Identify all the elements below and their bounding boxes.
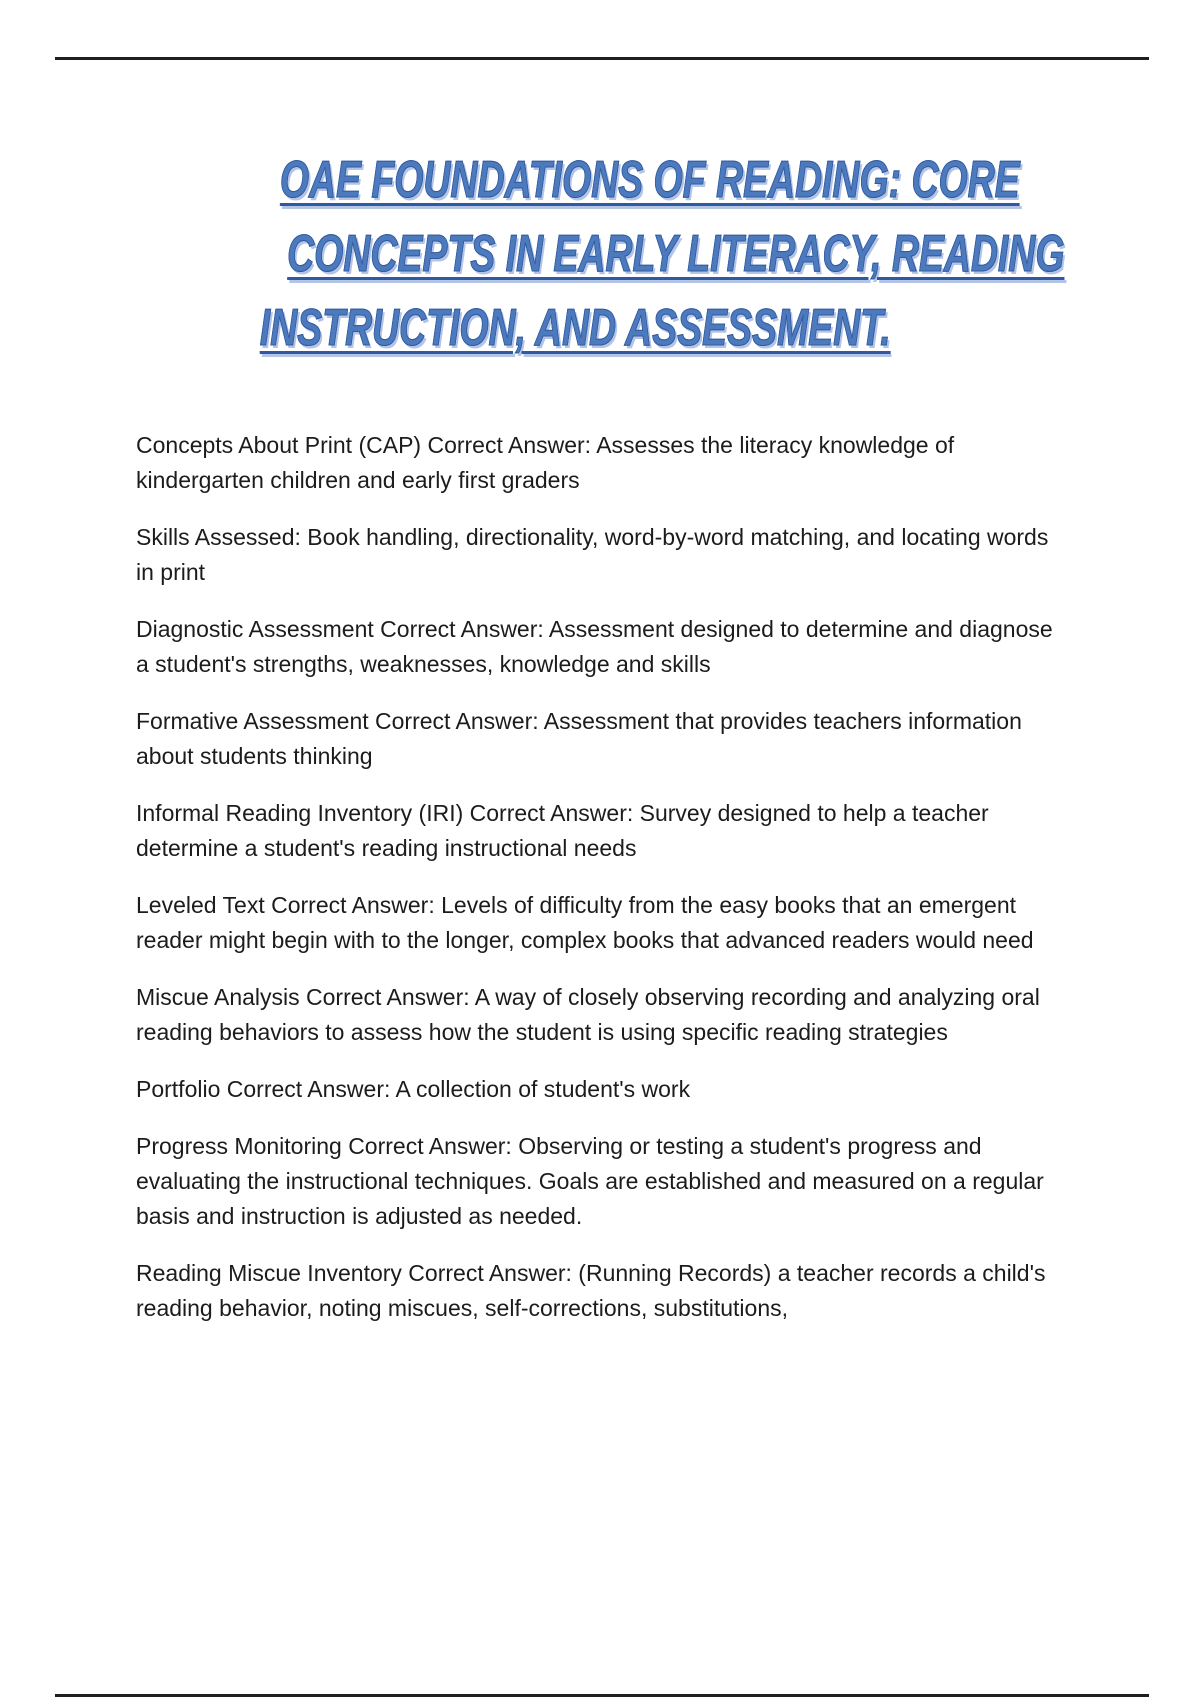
paragraph-miscue-analysis: Miscue Analysis Correct Answer: A way of closely observing recording and analyzing oral reading behaviors to assess how the student is using specific reading strategies	[136, 984, 1040, 1045]
top-horizontal-rule	[55, 57, 1149, 60]
paragraph-skills-assessed: Skills Assessed: Book handling, directionality, word-by-word matching, and locating words in print	[136, 524, 1049, 585]
document-title-line-text: INSTRUCTION, AND ASSESSMENT.	[260, 299, 891, 357]
document-title-line-text: OAE FOUNDATIONS OF READING: CORE	[279, 151, 1020, 209]
paragraph-diagnostic-assessment: Diagnostic Assessment Correct Answer: Assessment designed to determine and diagnose a student's strengths, weaknesses, knowledge and skills	[136, 616, 1053, 677]
paragraph-reading-miscue-inventory: Reading Miscue Inventory Correct Answer: (Running Records) a teacher records a child's reading behavior, noting miscues, self-corrections, substitutions,	[136, 1260, 1046, 1321]
paragraph-concepts-about-print: Concepts About Print (CAP) Correct Answer: Assesses the literacy knowledge of kindergarten children and early first graders	[136, 432, 955, 493]
document-title-line-text: CONCEPTS IN EARLY LITERACY, READING	[287, 225, 1065, 283]
document-body	[136, 428, 1066, 1348]
paragraph-progress-monitoring: Progress Monitoring Correct Answer: Observing or testing a student's progress and evaluating the instructional techniques. Goals are established and measured on a regular basis and instruction is adjusted as needed.	[136, 1133, 1044, 1229]
document-title-line	[136, 217, 1065, 291]
document-title	[136, 143, 1065, 365]
paragraph-portfolio: Portfolio Correct Answer: A collection of student's work	[136, 1076, 691, 1102]
bottom-horizontal-rule	[55, 1694, 1149, 1697]
paragraph-formative-assessment: Formative Assessment Correct Answer: Assessment that provides teachers information about students thinking	[136, 708, 1022, 769]
document-title-line	[136, 143, 1020, 217]
document-title-line	[136, 291, 1015, 365]
paragraph-informal-reading-inventory: Informal Reading Inventory (IRI) Correct Answer: Survey designed to help a teacher determine a student's reading instructional needs	[136, 800, 989, 861]
paragraph-leveled-text: Leveled Text Correct Answer: Levels of difficulty from the easy books that an emergent reader might begin with to the longer, complex books that advanced readers would need	[136, 892, 1034, 953]
